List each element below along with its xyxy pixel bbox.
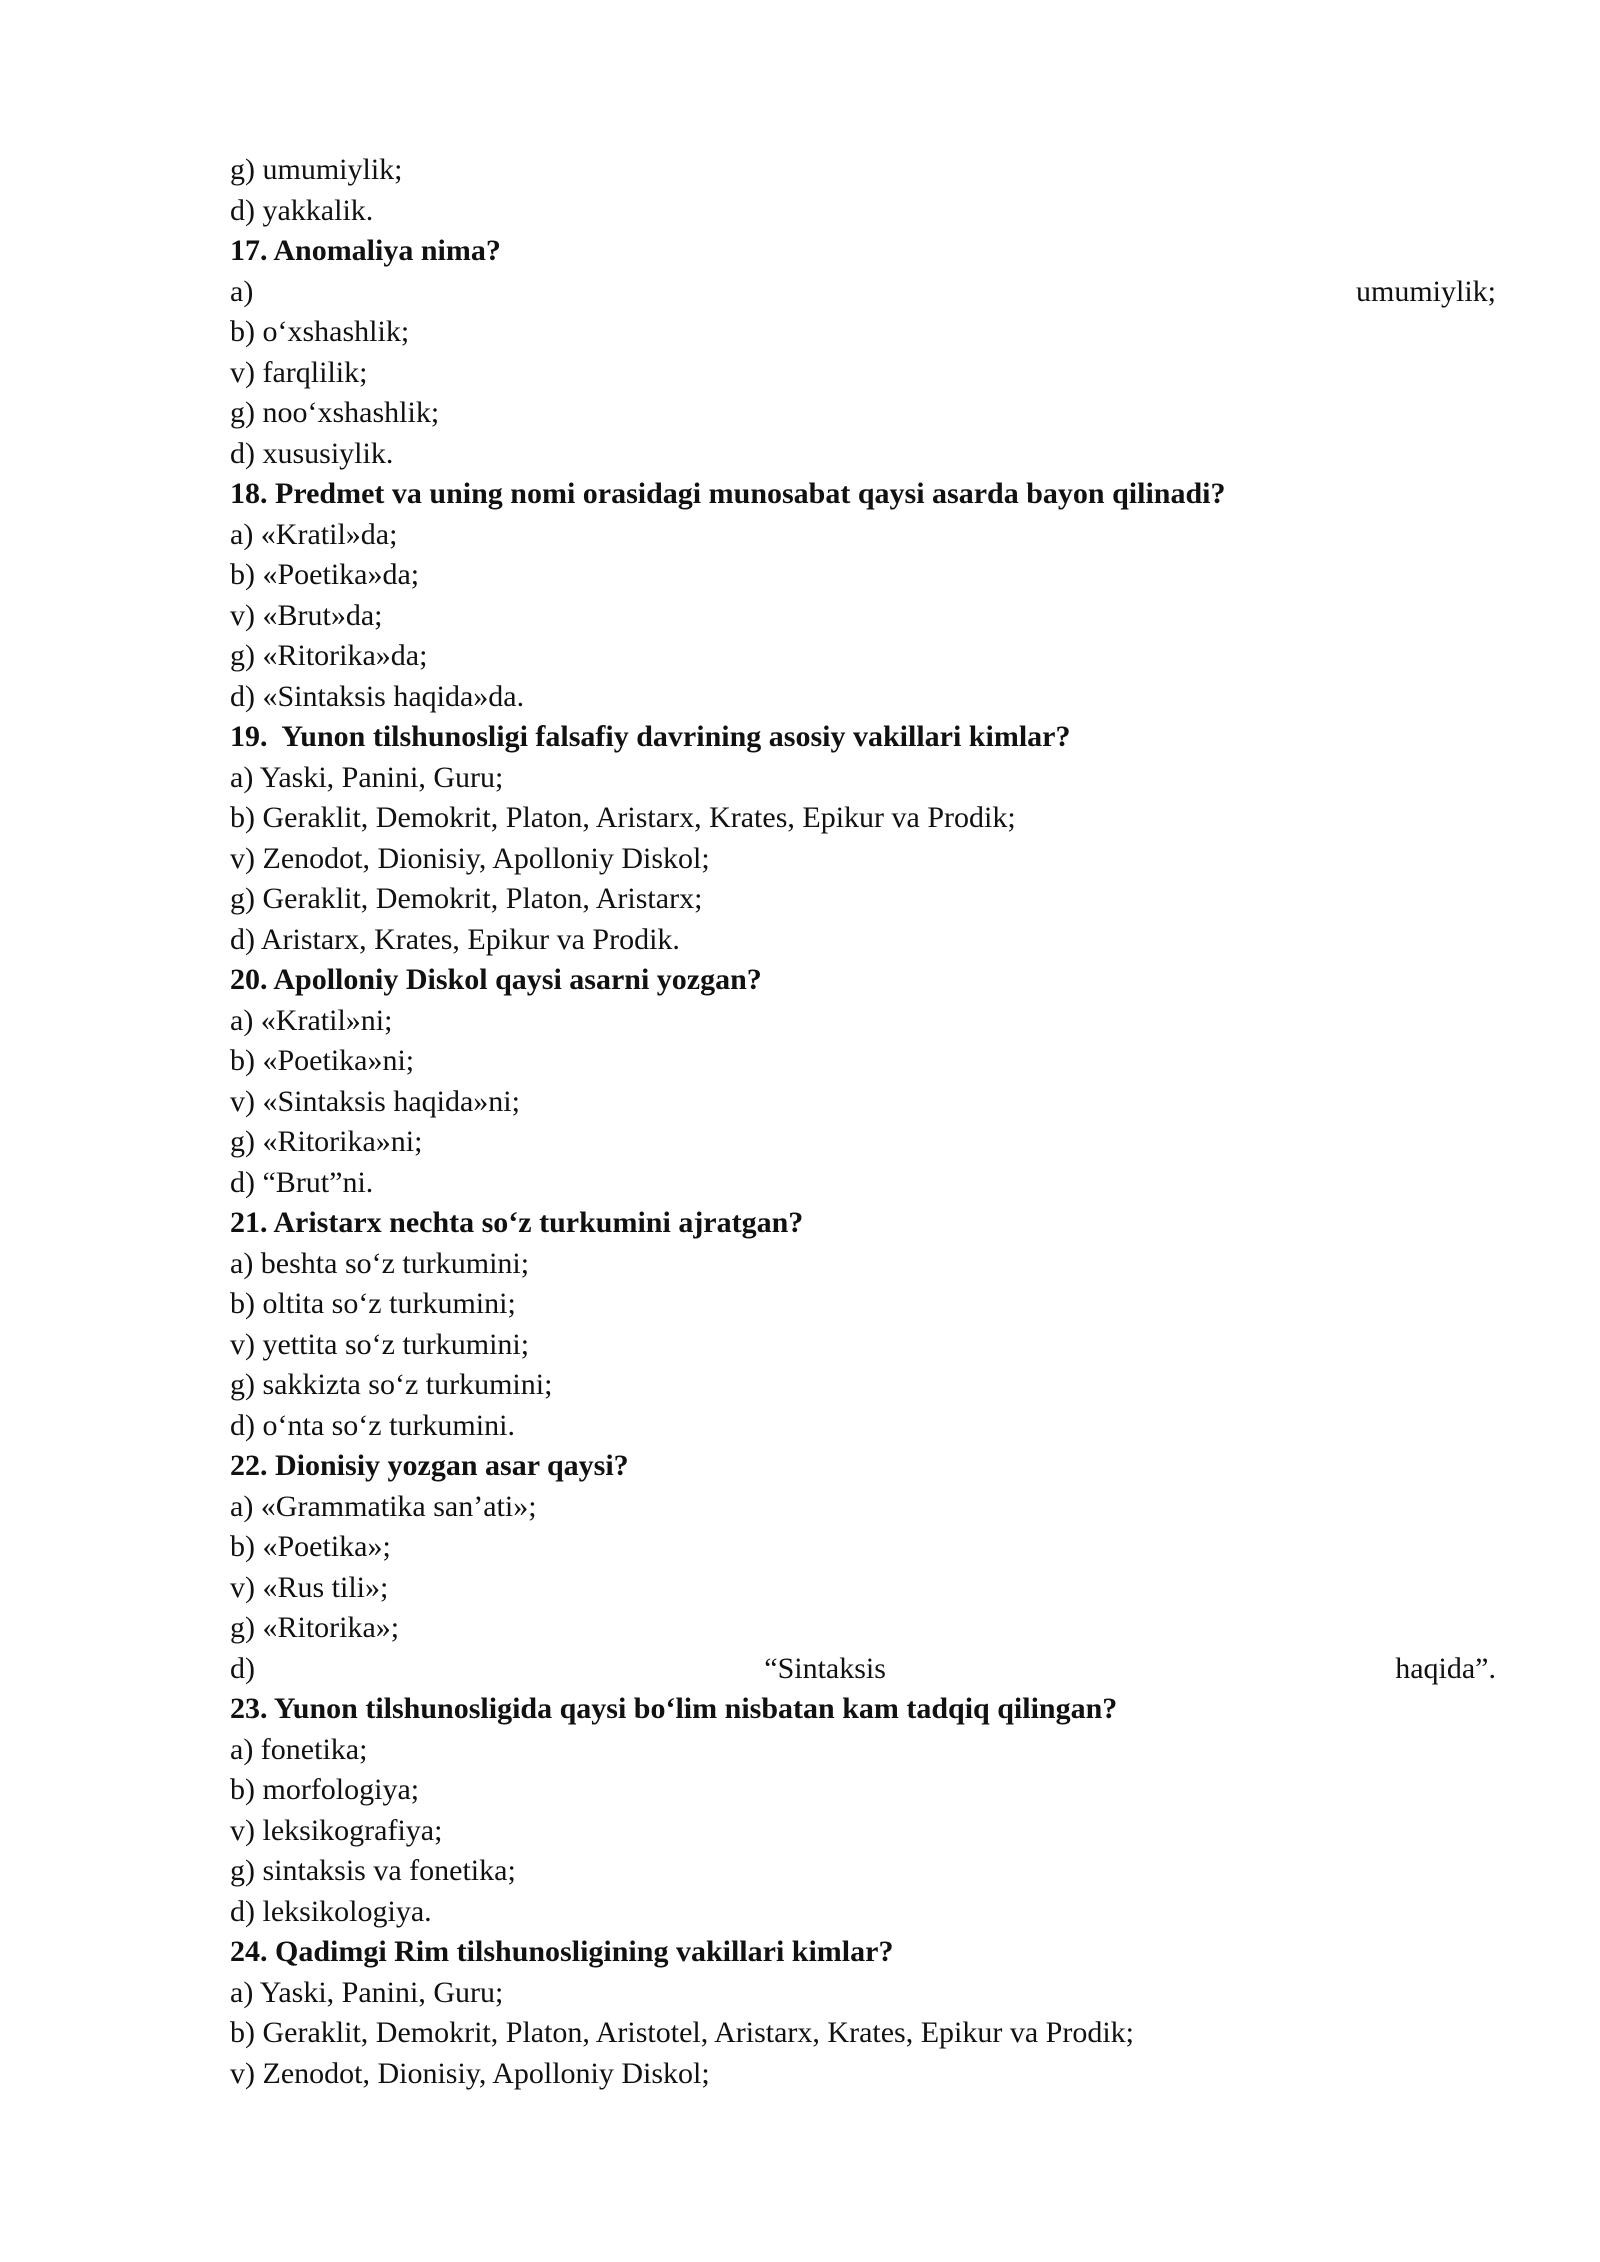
answer-option: a) «Grammatika san’ati»; <box>230 1489 537 1523</box>
question-24: 24. Qadimgi Rim tilshunosligining vakillari kimlar? <box>230 1935 894 1968</box>
answer-option: a) Yaski, Panini, Guru; <box>230 1975 504 2009</box>
word: haqida”. <box>1395 1651 1496 1685</box>
answer-option: v) «Sintaksis haqida»ni; <box>230 1084 520 1118</box>
answer-option: b) morfologiya; <box>230 1773 420 1806</box>
answer-option: d) leksikologiya. <box>230 1894 432 1928</box>
answer-option: g) Geraklit, Demokrit, Platon, Aristarx; <box>230 882 703 915</box>
answer-option: g) umumiylik; <box>230 153 403 186</box>
question-21: 21. Aristarx nechta so‘z turkumini ajratgan? <box>230 1206 804 1239</box>
answer-option: b) Geraklit, Demokrit, Platon, Aristotel, Aristarx, Krates, Epikur va Prodik; <box>230 2016 1135 2049</box>
answer-option: a) fonetika; <box>230 1732 368 1766</box>
question-19: 19. Yunon tilshunosligi falsafiy davrining asosiy vakillari kimlar? <box>230 720 1071 753</box>
question-20: 20. Apolloniy Diskol qaysi asarni yozgan? <box>230 963 762 996</box>
answer-option: b) Geraklit, Demokrit, Platon, Aristarx, Krates, Epikur va Prodik; <box>230 801 1016 834</box>
document-page <box>230 150 1496 2094</box>
answer-option: g) sintaksis va fonetika; <box>230 1854 516 1887</box>
answer-option-justified <box>230 1649 1496 1690</box>
question-23: 23. Yunon tilshunosligida qaysi bo‘lim nisbatan kam tadqiq qilingan? <box>230 1692 1118 1725</box>
answer-option: g) «Ritorika»ni; <box>230 1125 423 1158</box>
answer-option: v) yettita so‘z turkumini; <box>230 1327 530 1361</box>
answer-option: b) «Poetika»; <box>230 1530 391 1563</box>
answer-option: b) «Poetika»da; <box>230 558 420 591</box>
answer-option: d) «Sintaksis haqida»da. <box>230 679 525 713</box>
answer-option: v) «Rus tili»; <box>230 1570 389 1604</box>
answer-option: v) Zenodot, Dionisiy, Apolloniy Diskol; <box>230 841 710 875</box>
answer-option: b) «Poetika»ni; <box>230 1044 415 1077</box>
answer-option: v) Zenodot, Dionisiy, Apolloniy Diskol; <box>230 2056 710 2090</box>
answer-option: a) beshta so‘z turkumini; <box>230 1246 530 1280</box>
word: umumiylik; <box>1355 274 1496 308</box>
question-18: 18. Predmet va uning nomi orasidagi munosabat qaysi asarda bayon qilinadi? <box>230 477 1226 510</box>
answer-option: g) «Ritorika»da; <box>230 639 428 672</box>
answer-option: v) leksikografiya; <box>230 1813 443 1847</box>
answer-option: b) oltita so‘z turkumini; <box>230 1287 516 1320</box>
answer-option: d) Aristarx, Krates, Epikur va Prodik. <box>230 922 680 956</box>
answer-option: d) “Brut”ni. <box>230 1165 374 1199</box>
answer-option: a) «Kratil»da; <box>230 517 398 551</box>
answer-option: g) sakkizta so‘z turkumini; <box>230 1368 553 1401</box>
question-17: 17. Anomaliya nima? <box>230 234 501 267</box>
word: d) <box>230 1651 255 1685</box>
question-22: 22. Dionisiy yozgan asar qaysi? <box>230 1449 629 1482</box>
word: “Sintaksis <box>764 1651 886 1685</box>
answer-option: v) «Brut»da; <box>230 598 383 632</box>
answer-option: b) o‘xshashlik; <box>230 315 410 348</box>
answer-option: g) «Ritorika»; <box>230 1611 400 1644</box>
answer-option: d) o‘nta so‘z turkumini. <box>230 1408 515 1442</box>
answer-option-justified <box>230 272 1496 313</box>
word: a) <box>230 274 254 308</box>
answer-option: d) yakkalik. <box>230 193 374 227</box>
answer-option: d) xususiylik. <box>230 436 394 470</box>
answer-option: v) farqlilik; <box>230 355 368 389</box>
answer-option: g) noo‘xshashlik; <box>230 396 440 429</box>
answer-option: a) Yaski, Panini, Guru; <box>230 760 504 794</box>
answer-option: a) «Kratil»ni; <box>230 1003 393 1037</box>
